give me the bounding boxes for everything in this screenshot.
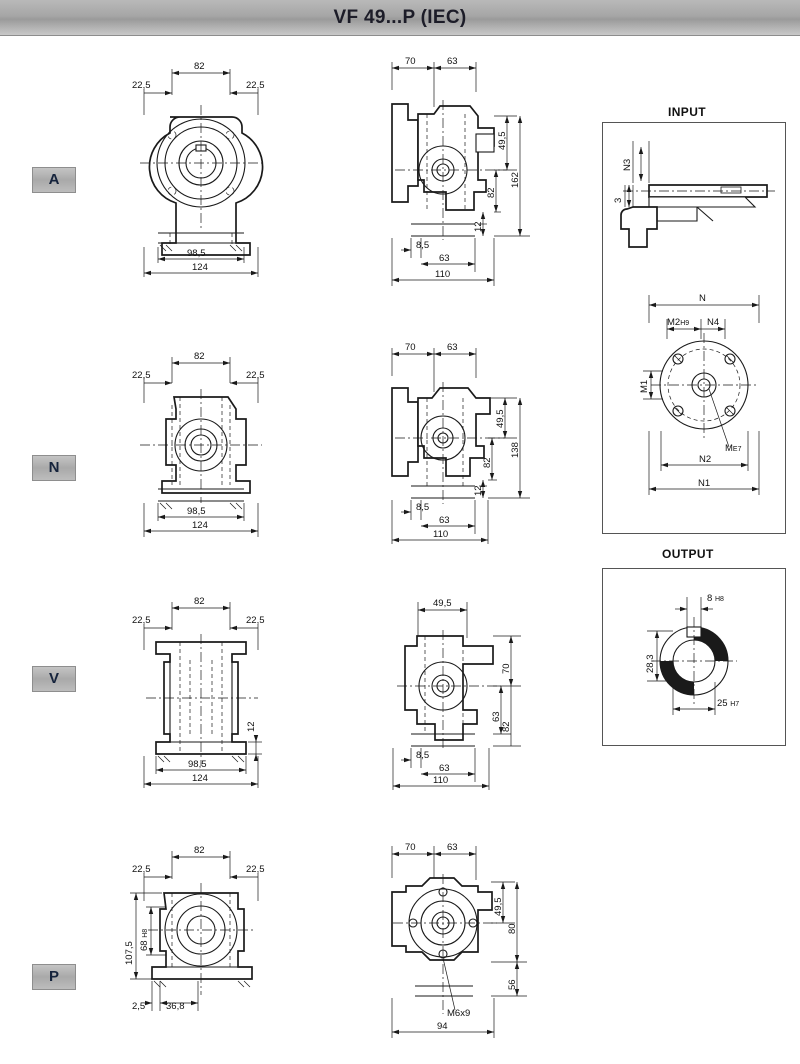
svg-text:N3: N3 — [622, 158, 633, 171]
svg-text:82: 82 — [501, 721, 512, 732]
view-p-side — [375, 838, 560, 1053]
svg-text:25 H7: 25 H7 — [717, 698, 740, 709]
svg-text:8,5: 8,5 — [416, 750, 430, 761]
output-panel-label: OUTPUT — [662, 547, 714, 561]
view-n-side — [375, 340, 560, 545]
input-panel-label: INPUT — [668, 105, 706, 119]
view-n-front — [110, 345, 310, 545]
row-label-a[interactable]: A — [32, 167, 76, 193]
svg-text:8 H8: 8 H8 — [707, 593, 724, 604]
svg-text:82: 82 — [486, 187, 497, 198]
svg-text:124: 124 — [192, 773, 208, 784]
svg-text:63: 63 — [491, 711, 502, 722]
svg-text:M1: M1 — [639, 379, 650, 393]
svg-text:162: 162 — [510, 172, 521, 188]
svg-text:98,5: 98,5 — [188, 759, 207, 770]
view-v-side — [375, 590, 560, 790]
svg-text:22,5: 22,5 — [246, 864, 265, 875]
svg-text:82: 82 — [194, 596, 205, 607]
svg-text:63: 63 — [439, 253, 450, 264]
svg-text:110: 110 — [433, 529, 449, 540]
view-a-front — [110, 55, 310, 290]
svg-text:98,5: 98,5 — [187, 248, 206, 259]
svg-text:22,5: 22,5 — [132, 864, 151, 875]
title-bar — [0, 0, 800, 36]
svg-text:49,5: 49,5 — [433, 598, 452, 609]
svg-text:63: 63 — [439, 763, 450, 774]
svg-text:12: 12 — [473, 485, 484, 496]
svg-text:36,8: 36,8 — [166, 1001, 185, 1012]
svg-text:12: 12 — [473, 221, 484, 232]
svg-text:68 H8: 68 H8 — [139, 928, 150, 951]
svg-text:22,5: 22,5 — [132, 370, 151, 381]
svg-text:8,5: 8,5 — [416, 502, 430, 513]
dim-a-82: 82 — [194, 61, 205, 72]
input-panel — [602, 122, 786, 534]
svg-text:63: 63 — [447, 342, 458, 353]
svg-text:3: 3 — [613, 197, 624, 203]
svg-text:56: 56 — [507, 979, 518, 990]
svg-text:70: 70 — [501, 663, 512, 674]
svg-text:22,5: 22,5 — [246, 370, 265, 381]
svg-text:70: 70 — [405, 56, 416, 67]
svg-text:98,5: 98,5 — [187, 506, 206, 517]
svg-text:70: 70 — [405, 842, 416, 853]
svg-text:82: 82 — [194, 351, 205, 362]
svg-text:ME7: ME7 — [725, 443, 742, 454]
view-a-side — [375, 52, 560, 292]
svg-text:12: 12 — [246, 721, 257, 732]
svg-text:63: 63 — [447, 56, 458, 67]
svg-text:63: 63 — [439, 515, 450, 526]
svg-text:N: N — [699, 293, 706, 304]
svg-text:110: 110 — [435, 269, 451, 280]
row-label-p[interactable]: P — [32, 964, 76, 990]
svg-text:22,5: 22,5 — [246, 615, 265, 626]
svg-text:N1: N1 — [698, 478, 711, 489]
page-title: VF 49...P (IEC) — [333, 7, 467, 28]
svg-text:138: 138 — [510, 442, 521, 458]
svg-text:124: 124 — [192, 262, 208, 273]
svg-text:82: 82 — [482, 457, 493, 468]
svg-text:70: 70 — [405, 342, 416, 353]
svg-text:110: 110 — [433, 775, 449, 786]
svg-text:63: 63 — [447, 842, 458, 853]
svg-text:94: 94 — [437, 1021, 448, 1032]
svg-text:49,5: 49,5 — [495, 409, 506, 428]
svg-text:82: 82 — [194, 845, 205, 856]
svg-text:124: 124 — [192, 520, 208, 531]
svg-text:22,5: 22,5 — [132, 615, 151, 626]
row-label-v[interactable]: V — [32, 666, 76, 692]
svg-text:49,5: 49,5 — [497, 131, 508, 150]
view-v-front — [110, 590, 310, 790]
view-p-front — [110, 845, 310, 1055]
svg-text:28,3: 28,3 — [645, 654, 656, 673]
svg-text:2,5: 2,5 — [132, 1001, 146, 1012]
svg-text:M2H9: M2H9 — [667, 317, 690, 328]
svg-text:8,5: 8,5 — [416, 240, 430, 251]
svg-text:22,5: 22,5 — [246, 80, 265, 91]
row-label-n[interactable]: N — [32, 455, 76, 481]
svg-text:49,5: 49,5 — [493, 897, 504, 916]
svg-text:107,5: 107,5 — [124, 941, 135, 965]
svg-text:N2: N2 — [699, 454, 712, 465]
svg-text:M6x9: M6x9 — [447, 1008, 471, 1019]
svg-text:80: 80 — [507, 923, 518, 934]
output-panel — [602, 568, 786, 746]
svg-text:22,5: 22,5 — [132, 80, 151, 91]
svg-text:N4: N4 — [707, 317, 720, 328]
